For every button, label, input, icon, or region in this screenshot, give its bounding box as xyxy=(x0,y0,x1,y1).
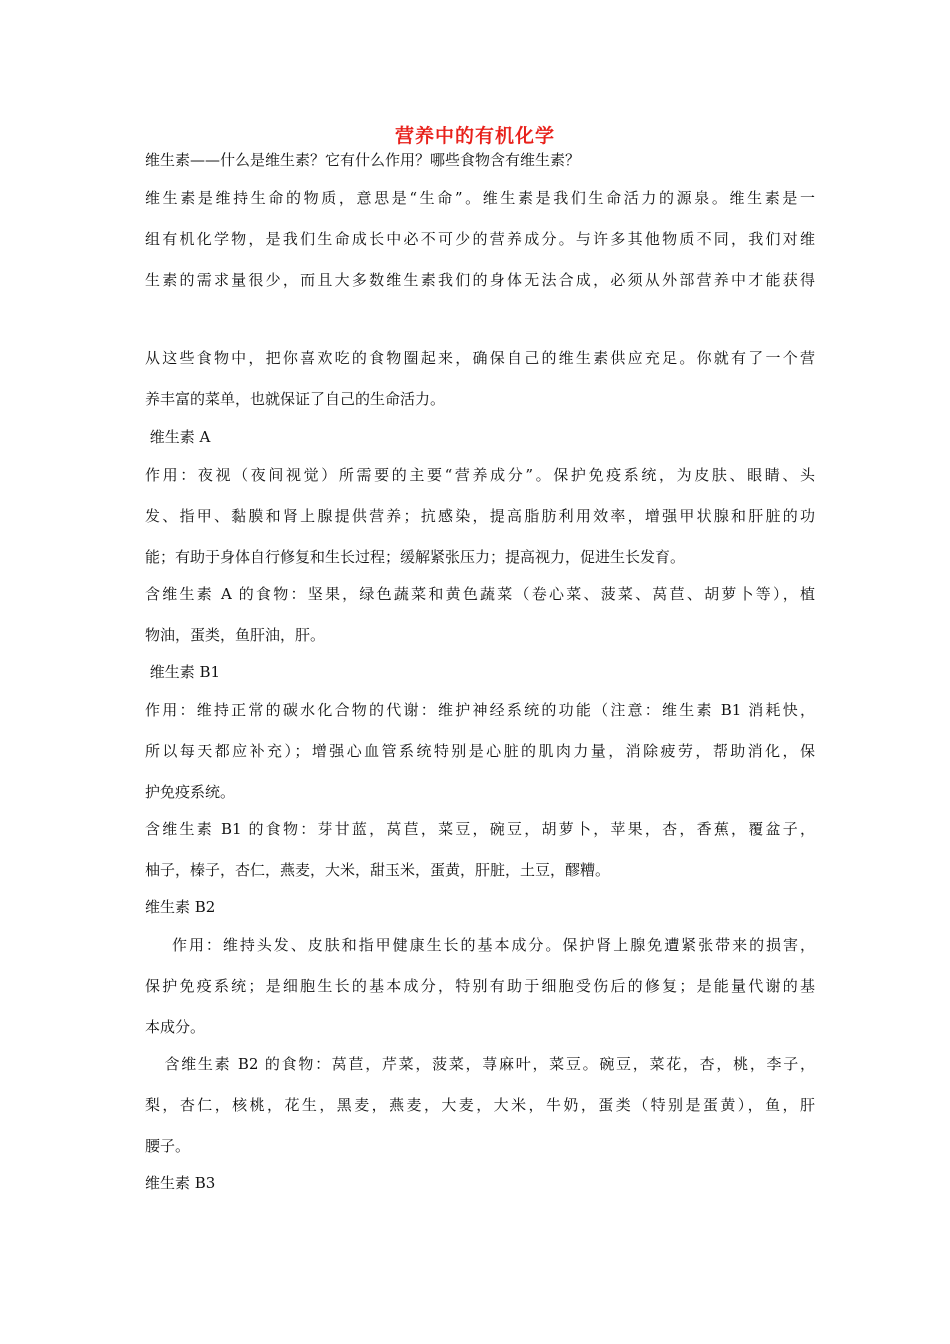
document-title: 营养中的有机化学 xyxy=(394,125,555,147)
paragraph-line: 腰子。 xyxy=(145,1137,191,1155)
paragraph-line: 发、指甲、黏膜和肾上腺提供营养；抗感染，提高脂肪利用效率，增强甲状腺和肝脏的功 xyxy=(145,507,815,525)
paragraph-line: 柚子，榛子，杏仁，燕麦，大米，甜玉米，蛋黄，肝脏，土豆，醪糟。 xyxy=(145,861,611,879)
section-heading-vitamin-b3: 维生素 B3 xyxy=(145,1174,216,1192)
paragraph-line: 组有机化学物，是我们生命成长中必不可少的营养成分。与许多其他物质不同，我们对维 xyxy=(145,230,815,248)
paragraph-line: 梨，杏仁，核桃，花生，黑麦，燕麦，大麦，大米，牛奶，蛋类（特别是蛋黄），鱼，肝 xyxy=(145,1096,815,1114)
paragraph-line: 保护免疫系统；是细胞生长的基本成分，特别有助于细胞受伤后的修复；是能量代谢的基 xyxy=(145,977,815,995)
paragraph-line: 含维生素 B1 的食物：芽甘蓝，莴苣，菜豆，碗豆，胡萝卜，苹果，杏，香蕉，覆盆子， xyxy=(145,820,815,838)
section-heading-vitamin-a: 维生素 A xyxy=(145,428,211,446)
paragraph-line: 生素的需求量很少，而且大多数维生素我们的身体无法合成，必须从外部营养中才能获得 xyxy=(145,271,815,289)
paragraph-line: 含维生素 A 的食物：坚果，绿色蔬菜和黄色蔬菜（卷心菜、菠菜、莴苣、胡萝卜等），植 xyxy=(145,585,815,603)
paragraph-line: 维生素是维持生命的物质，意思是“生命”。维生素是我们生命活力的源泉。维生素是一 xyxy=(145,189,815,207)
intro-question: 维生素——什么是维生素？它有什么作用？哪些食物含有维生素？ xyxy=(145,151,581,169)
paragraph-line: 养丰富的菜单，也就保证了自己的生命活力。 xyxy=(145,390,446,408)
paragraph-line: 护免疫系统。 xyxy=(145,783,236,801)
section-heading-vitamin-b1: 维生素 B1 xyxy=(145,663,221,681)
paragraph-line: 作用：维持正常的碳水化合物的代谢：维护神经系统的功能（注意：维生素 B1 消耗快， xyxy=(145,701,815,719)
paragraph-line: 能；有助于身体自行修复和生长过程；缓解紧张压力；提高视力，促进生长发育。 xyxy=(145,548,686,566)
paragraph-line: 从这些食物中，把你喜欢吃的食物圈起来，确保自己的维生素供应充足。你就有了一个营 xyxy=(145,349,815,367)
paragraph-line: 本成分。 xyxy=(145,1018,206,1036)
paragraph-line: 含维生素 B2 的食物：莴苣，芹菜，菠菜，荨麻叶，菜豆。碗豆，菜花，杏，桃，李子， xyxy=(145,1055,815,1073)
paragraph-line: 作用：维持头发、皮肤和指甲健康生长的基本成分。保护肾上腺免遭紧张带来的损害， xyxy=(145,936,815,954)
paragraph-line: 所以每天都应补充）；增强心血管系统特别是心脏的肌肉力量，消除疲劳，帮助消化，保 xyxy=(145,742,815,760)
paragraph-line: 物油，蛋类，鱼肝油，肝。 xyxy=(145,626,326,644)
paragraph-line: 作用：夜视（夜间视觉）所需要的主要“营养成分”。保护免疫系统，为皮肤、眼睛、头 xyxy=(145,466,815,484)
section-heading-vitamin-b2: 维生素 B2 xyxy=(145,898,216,916)
